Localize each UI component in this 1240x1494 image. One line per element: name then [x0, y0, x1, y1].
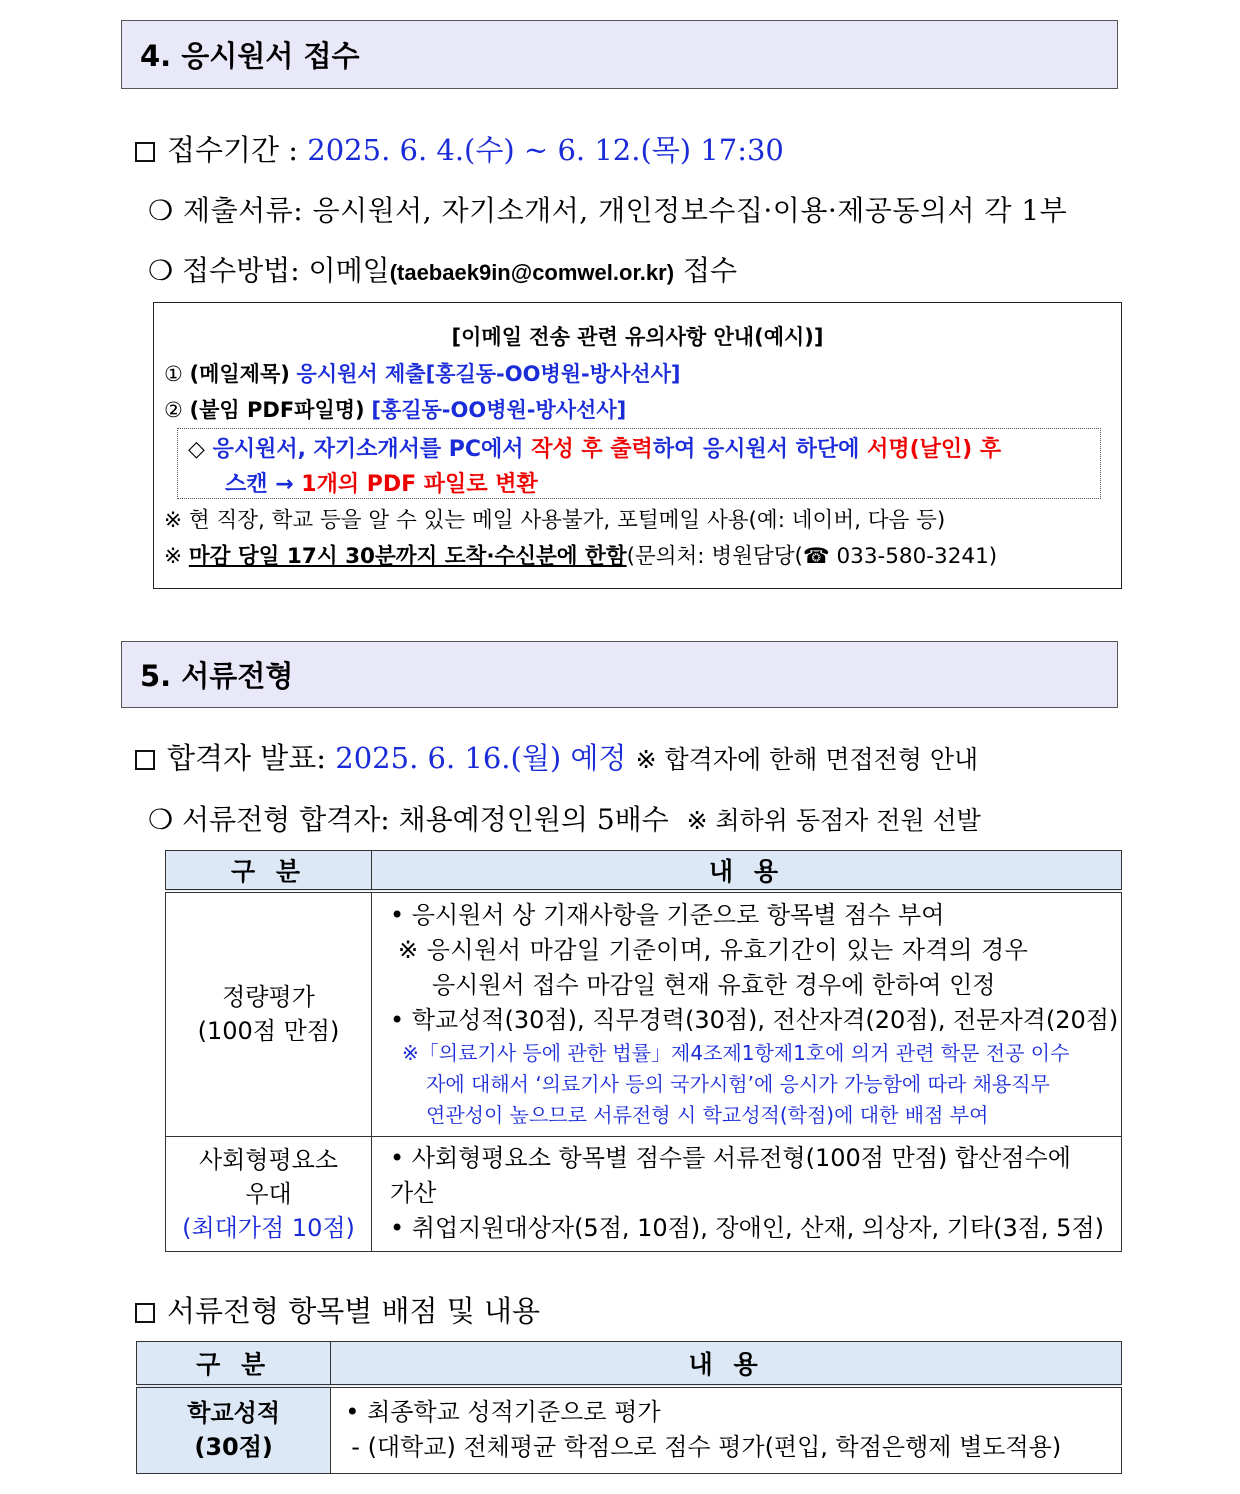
- row1-line-3: 응시원서 접수 마감일 현재 유효한 경우에 한하여 인정: [432, 970, 996, 999]
- section-4-title: 4. 응시원서 접수: [140, 39, 360, 73]
- quantitative-cell: [166, 891, 372, 1136]
- table-row: [137, 1386, 1122, 1474]
- num-2: ②: [164, 398, 183, 422]
- header-category: 구 분: [137, 1342, 331, 1386]
- tip-dotted-box: [177, 428, 1101, 499]
- pass-text: 서류전형 합격자: 채용예정인원의 5배수: [182, 803, 669, 836]
- row1-note-2: 자에 대해서 ‘의료기사 등의 국가시험’에 응시가 가능함에 따라 채용직무: [426, 1071, 1050, 1096]
- document-pass-criteria: [148, 798, 981, 838]
- t2-left-2: (30점): [194, 1433, 273, 1462]
- row2-left-3: (최대가점 10점): [182, 1213, 355, 1242]
- notice-item-2: [164, 394, 626, 424]
- row1-note-1: ※「의료기사 등에 관한 법률」제4조제1항제1호에 의거 관련 학문 전공 이수: [402, 1040, 1070, 1065]
- table-row: [166, 1136, 1122, 1251]
- method-suffix: 접수: [682, 254, 738, 287]
- circle-bullet-icon: ❍: [148, 254, 174, 287]
- row2-left-1: 사회형평요소: [198, 1145, 339, 1174]
- school-grade-cell: [137, 1386, 331, 1474]
- quantitative-content: [372, 891, 1122, 1136]
- section-4-heading: [121, 20, 1118, 89]
- method-email: (taebaek9in@comwel.or.kr): [389, 260, 675, 285]
- scoring-title-text: 서류전형 항목별 배점 및 내용: [167, 1294, 541, 1328]
- tip-line-2: [225, 467, 538, 498]
- notice-note-2: [164, 539, 997, 570]
- tip-a: 응시원서, 자기소개서를 PC에서: [212, 437, 532, 462]
- checkbox-square-icon: [135, 1303, 155, 1323]
- t2-line-2: - (대학교) 전체평균 학점으로 점수 평가(편입, 학점은행제 별도적용): [351, 1433, 1062, 1462]
- tip-line-1: [188, 432, 1001, 463]
- result-announcement: [135, 736, 978, 777]
- docs-text: 제출서류: 응시원서, 자기소개서, 개인정보수집·이용·제공동의서 각 1부: [183, 194, 1068, 227]
- required-docs: [148, 189, 1067, 229]
- header-content: 내 용: [331, 1342, 1122, 1386]
- tip-d: 서명(날인) 후: [867, 437, 1002, 462]
- pass-note: ※ 최하위 동점자 전원 선발: [686, 806, 981, 835]
- scoring-table: [136, 1341, 1122, 1474]
- row1-left-1: 정량평가: [222, 983, 315, 1012]
- section-5-title: 5. 서류전형: [140, 659, 294, 693]
- item2-label: (붙임 PDF파일명): [189, 398, 365, 422]
- note2-mark: ※: [164, 544, 189, 569]
- table-row: [166, 891, 1122, 1136]
- item2-value: [홍길동-OO병원-방사선사]: [371, 398, 627, 422]
- row1-line-2: ※ 응시원서 마감일 기준이며, 유효기간이 있는 자격의 경우: [398, 935, 1029, 964]
- item1-value: 응시원서 제출[홍길동-OO병원-방사선사]: [296, 362, 681, 386]
- row2-line-2: 가산: [390, 1179, 437, 1207]
- note2-rest: (문의처: 병원담당(☎ 033-580-3241): [626, 544, 998, 569]
- num-1: ①: [164, 362, 183, 386]
- row1-line-1: • 응시원서 상 기재사항을 기준으로 항목별 점수 부여: [390, 900, 945, 929]
- announce-label: 합격자 발표:: [167, 741, 336, 775]
- school-grade-content: [331, 1386, 1122, 1474]
- announce-value: 2025. 6. 16.(월) 예정: [335, 741, 627, 775]
- circle-bullet-icon: ❍: [148, 194, 174, 227]
- header-category: 구 분: [166, 851, 372, 892]
- tip-c: 하여 응시원서 하단에: [652, 437, 868, 462]
- note2-underlined: 마감 당일 17시 30분까지 도착·수신분에 한함: [188, 544, 627, 569]
- row2-line-1: • 사회형평요소 항목별 점수를 서류전형(100점 만점) 합산점수에: [390, 1144, 1071, 1172]
- row1-left-2: (100점 만점): [197, 1017, 340, 1046]
- social-equity-cell: [166, 1136, 372, 1251]
- header-content: 내 용: [372, 851, 1122, 892]
- tip-line2-a: 스캔 →: [225, 472, 302, 497]
- period-label: 접수기간 :: [167, 133, 308, 167]
- notice-item-1: [164, 358, 680, 388]
- t2-line-1: • 최종학교 성적기준으로 평가: [345, 1398, 661, 1427]
- notice-title: [이메일 전송 관련 유의사항 안내(예시)]: [451, 325, 824, 349]
- social-equity-content: [372, 1136, 1122, 1251]
- email-notice-box: [153, 302, 1122, 589]
- application-period: [135, 128, 784, 169]
- checkbox-square-icon: [135, 142, 155, 162]
- scoring-title: [135, 1289, 540, 1330]
- announce-note: ※ 합격자에 한해 면접전형 안내: [635, 745, 979, 774]
- row1-note-3: 연관성이 높으므로 서류전형 시 학교성적(학점)에 대한 배점 부여: [426, 1102, 989, 1127]
- tip-b: 작성 후 출력: [531, 437, 653, 462]
- item1-label: (메일제목): [189, 362, 290, 386]
- circle-bullet-icon: ❍: [148, 803, 174, 836]
- notice-note-1: ※ 현 직장, 학교 등을 알 수 있는 메일 사용불가, 포털메일 사용(예: 네이버, 다음 등): [164, 508, 946, 533]
- row2-left-2: 우대: [245, 1179, 292, 1208]
- diamond-icon: ◇: [188, 437, 205, 462]
- period-value: 2025. 6. 4.(수) ~ 6. 12.(목) 17:30: [307, 133, 784, 167]
- method-label: 접수방법: 이메일: [182, 254, 390, 287]
- checkbox-square-icon: [135, 750, 155, 770]
- tip-line2-b: 1개의 PDF 파일로 변환: [301, 472, 538, 497]
- evaluation-table: [165, 850, 1122, 1252]
- section-5-heading: [121, 641, 1118, 708]
- submission-method: [148, 249, 737, 289]
- row2-line-3: • 취업지원대상자(5점, 10점), 장애인, 산재, 의상자, 기타(3점, 5점): [390, 1214, 1104, 1242]
- t2-left-1: 학교성적: [187, 1399, 281, 1428]
- row1-line-4: • 학교성적(30점), 직무경력(30점), 전산자격(20점), 전문자격(20점): [390, 1005, 1119, 1034]
